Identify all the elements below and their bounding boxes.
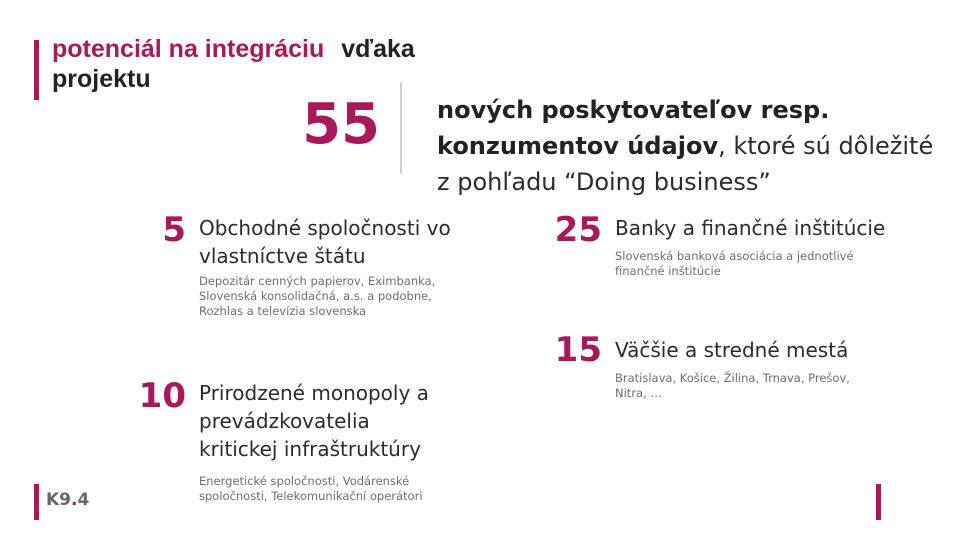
category-heading-3: Banky a finančné inštitúcie — [615, 216, 886, 240]
title-line-1 — [52, 34, 572, 64]
page-title — [52, 34, 572, 94]
title-pink-text: potenciál na integráciu — [52, 35, 325, 63]
title-accent-bar — [34, 40, 39, 100]
category-number-2: 10 — [138, 376, 186, 416]
headline-desc-bold: nových poskytovateľov resp. konzumentov údajov — [437, 96, 830, 160]
category-heading-2: Prirodzené monopoly a prevádzkovatelia kritickej infraštruktúry — [199, 381, 429, 461]
category-number-3: 25 — [554, 210, 602, 250]
headline-divider — [400, 82, 402, 174]
title-line-2: projektu — [52, 65, 151, 93]
headline-number: 55 — [302, 92, 380, 157]
headline-desc-rest: , ktoré sú dôležité z pohľadu “Doing business” — [437, 132, 934, 196]
title-dark-text: vďaka — [341, 35, 415, 63]
category-number-1: 5 — [162, 210, 186, 250]
category-detail-2: Energetické spoločnosti, Vodárenské spoločnosti, Telekomunikační operátori — [199, 474, 423, 503]
slide-code-part-a: K9 — [46, 490, 72, 510]
slide-code-dot: . — [71, 490, 78, 510]
slide-code — [46, 490, 89, 510]
headline-description — [437, 92, 937, 200]
category-detail-3: Slovenská banková asociácia a jednotlivé finančné inštitúcie — [615, 249, 854, 278]
slide-code-part-b: 4 — [77, 490, 90, 510]
category-number-4: 15 — [554, 330, 602, 370]
footer-accent-bar-right — [876, 484, 881, 520]
category-detail-1: Depozitár cenných papierov, Eximbanka, Slovenská konsolidačná, a.s. a podobne, Rozhlas a televízia slovenska — [199, 274, 436, 318]
category-heading-1: Obchodné spoločnosti vo vlastníctve štátu — [199, 216, 451, 268]
category-detail-4: Bratislava, Košice, Žilina, Trnava, Prešov, Nitra, … — [615, 371, 850, 400]
footer-accent-bar-left — [34, 484, 39, 520]
category-heading-4: Väčšie a stredné mestá — [615, 338, 849, 362]
